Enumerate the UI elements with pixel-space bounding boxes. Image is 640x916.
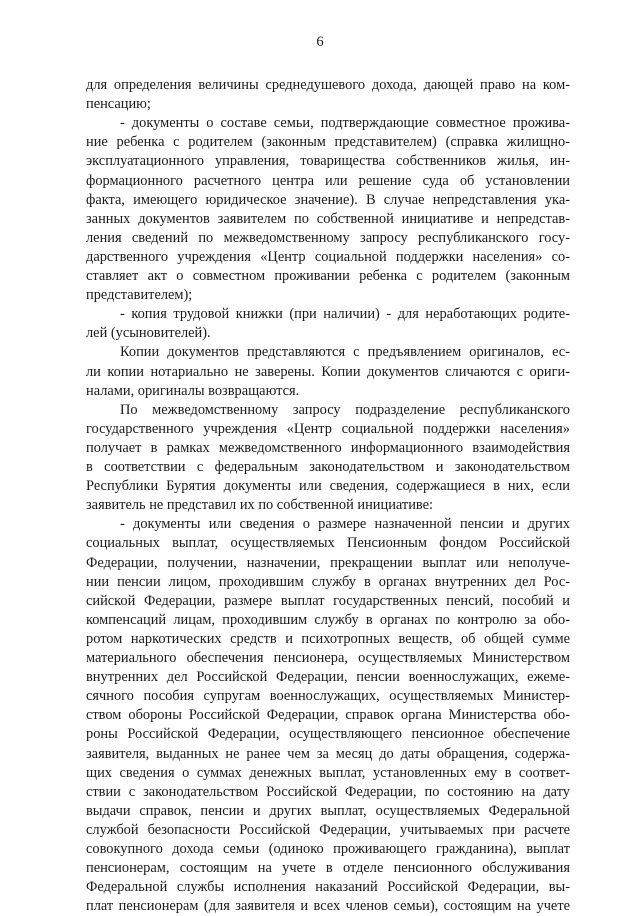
text-line: плат пенсионерам (для заявителя и всех членов семьи), состоящим на учете — [86, 898, 570, 914]
text-line: дарственного учреждения «Центр социальной поддержки населения» со- — [86, 249, 570, 265]
text-line: ления сведений по межведомственному запросу республиканского госу- — [86, 230, 570, 246]
text-line: Федерации, получении, назначении, прекращении выплат или неполуче- — [86, 555, 570, 571]
text-line: социальных выплат, осуществляемых Пенсионным фондом Российской — [86, 535, 570, 551]
text-line: представителем); — [86, 287, 193, 303]
text-line: Республики Бурятия документы или сведения, содержащиеся в них, если — [86, 478, 570, 494]
text-line: получает в рамках межведомственного информационного взаимодействия — [86, 440, 570, 456]
text-line: ротом наркотических средств и психотропных веществ, об общей сумме — [86, 631, 570, 647]
text-line: факта, имеющего юридическое значение). В случае непредставления ука- — [86, 192, 570, 208]
text-line: ставляет акт о совместном проживании ребенка с родителем (законным — [86, 268, 570, 284]
text-line: эксплуатационного управления, товарищества собственников жилья, ин- — [86, 153, 570, 169]
text-line: материального обеспечения пенсионера, осуществляемых Министерством — [86, 650, 570, 666]
text-line: службой безопасности Российской Федерации, учитываемых при расчете — [86, 822, 570, 838]
text-line: - документы или сведения о размере назначенной пенсии и других — [120, 516, 570, 532]
text-line: совокупного дохода семьи (одиноко проживающего гражданина), выплат — [86, 841, 570, 857]
text-line: ствии с законодательством Российской Федерации, по состоянию на дату — [86, 784, 570, 800]
text-line: - документы о составе семьи, подтверждающие совместное прожива- — [120, 115, 570, 131]
text-line: пенсионерам, состоящим на учете в отделе пенсионного обслуживания — [86, 860, 570, 876]
text-line: в соответствии с федеральным законодательством и законодательством — [86, 459, 570, 475]
text-line: государственного учреждения «Центр социальной поддержки населения» — [86, 421, 570, 437]
text-line: - копия трудовой книжки (при наличии) - для неработающих родите- — [120, 306, 570, 322]
text-line: пенсацию; — [86, 96, 151, 112]
text-line: для определения величины среднедушевого дохода, дающей право на ком- — [86, 77, 570, 93]
text-line: формационного расчетного центра или решение суда об установлении — [86, 173, 570, 189]
text-line: роны Российской Федерации, осуществляющего пенсионное обеспечение — [86, 726, 570, 742]
text-line: ние ребенка с родителем (законным представителем) (справка жилищно- — [86, 134, 570, 150]
text-line: компенсаций лицам, проходившим службу в органах по контролю за обо- — [86, 612, 570, 628]
text-line: По межведомственному запросу подразделение республиканского — [120, 402, 570, 418]
text-line: заявитель не представил их по собственной инициативе: — [86, 497, 433, 513]
text-line: занных документов заявителем по собственной инициативе и непредстав- — [86, 211, 570, 227]
text-line: ством обороны Российской Федерации, справок органа Министерства обо- — [86, 707, 570, 723]
text-line: сийской Федерации, размере выплат государственных пенсий, пособий и — [86, 593, 570, 609]
text-line: внутренних дел Российской Федерации, пенсии военнослужащих, ежеме- — [86, 669, 570, 685]
text-line: ли копии нотариально не заверены. Копии документов сличаются с ориги- — [86, 364, 570, 380]
text-line: нии пенсии лицом, проходившим службу в органах внутренних дел Рос- — [86, 574, 570, 590]
text-line: лей (усыновителей). — [86, 325, 211, 341]
text-line: Копии документов представляются с предъявлением оригиналов, ес- — [120, 344, 570, 360]
text-line: щих сведения о суммах денежных выплат, установленных ему в соответ- — [86, 765, 570, 781]
text-line: сячного пособия супругам военнослужащих, осуществляемых Министер- — [86, 688, 570, 704]
text-line: Федеральной службы исполнения наказаний Российской Федерации, вы- — [86, 879, 570, 895]
text-line: налами, оригиналы возвращаются. — [86, 383, 300, 399]
text-line: заявителя, выданных не ранее чем за месяц до даты обращения, содержа- — [86, 746, 570, 762]
text-line: выдачи справок, пенсии и других выплат, осуществляемых Федеральной — [86, 803, 570, 819]
page-number: 6 — [316, 34, 324, 50]
